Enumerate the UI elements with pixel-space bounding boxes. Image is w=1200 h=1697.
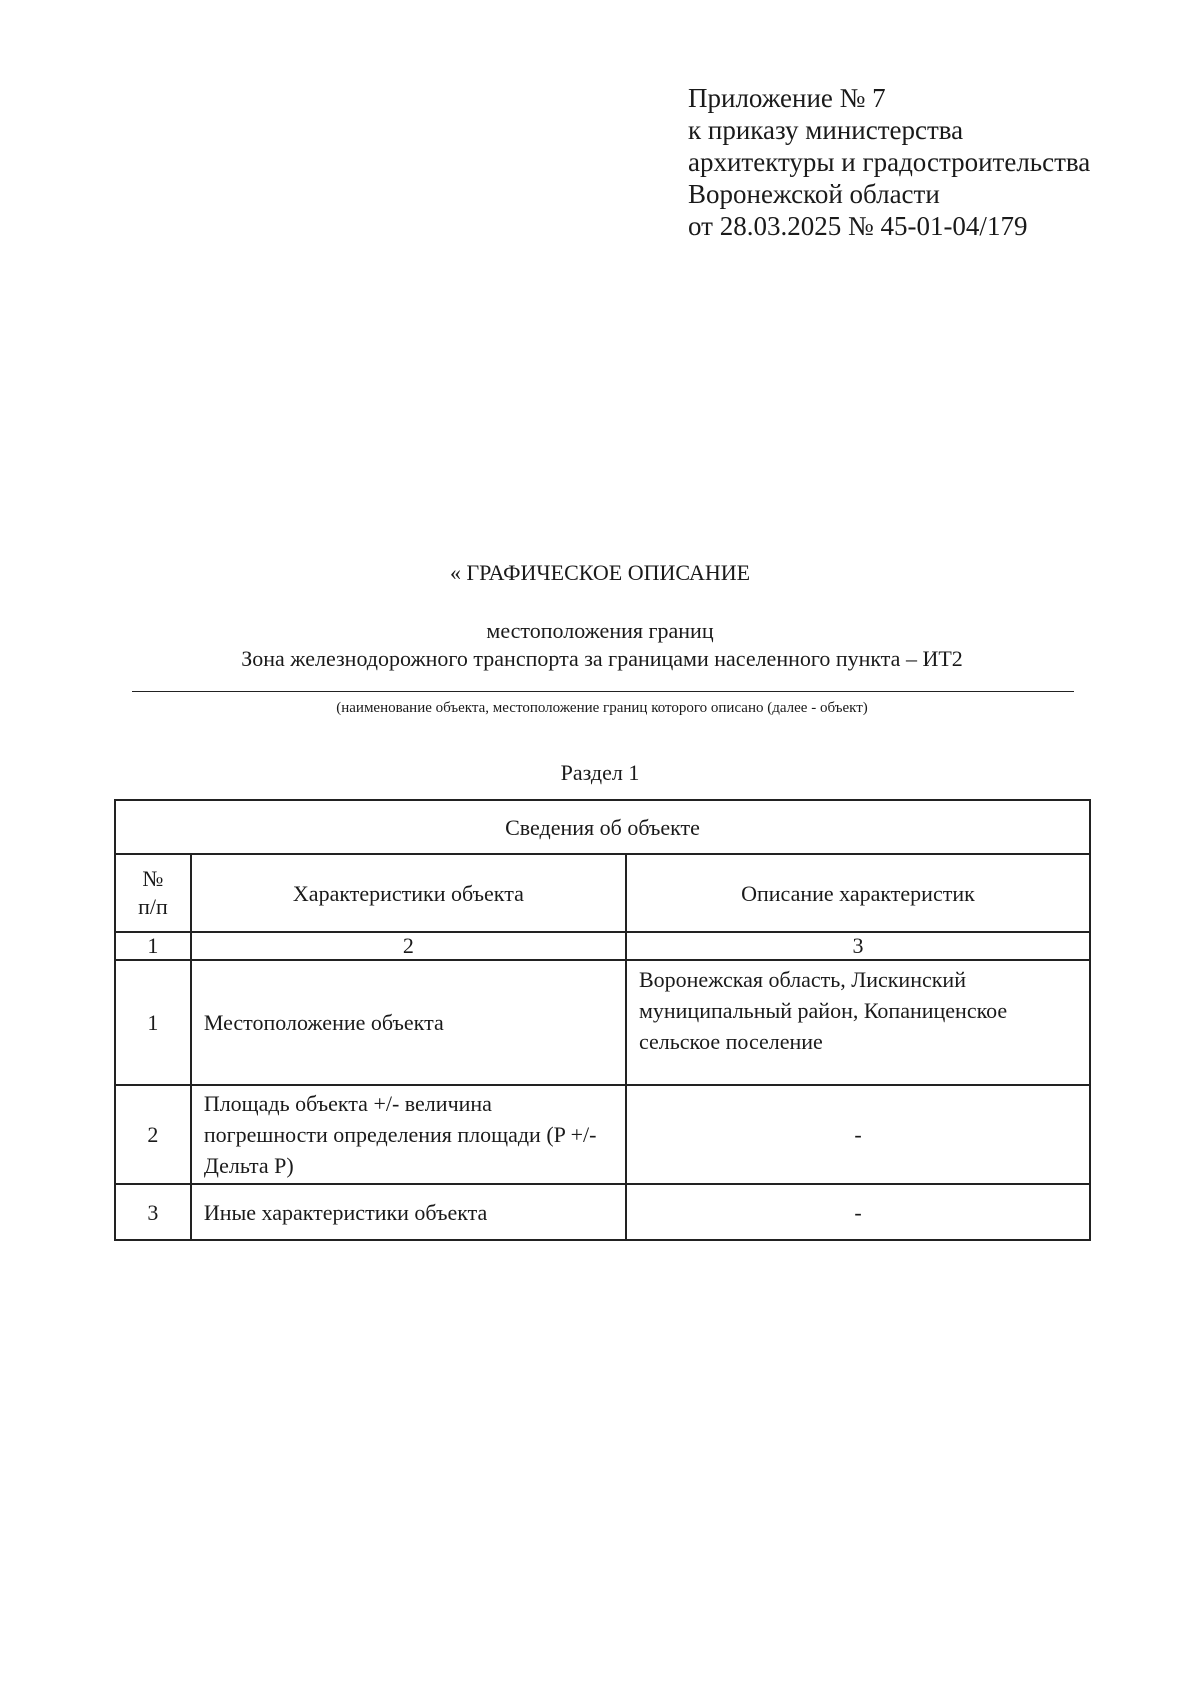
table-caption: Сведения об объекте: [115, 800, 1090, 854]
row-characteristic: Местоположение объекта: [191, 960, 626, 1085]
appendix-line: Воронежской области: [688, 179, 940, 209]
column-number: 1: [115, 932, 191, 960]
row-description: Воронежская область, Лискинский муниципальный район, Копаниценское сельское поселение: [626, 960, 1090, 1085]
row-characteristic: Иные характеристики объекта: [191, 1184, 626, 1240]
table-row: [115, 1085, 1090, 1184]
divider-line: [132, 691, 1074, 692]
appendix-line: архитектуры и градостроительства: [688, 147, 1091, 177]
header-number: [115, 854, 191, 932]
table-header-row: [115, 854, 1090, 932]
appendix-line: Приложение № 7: [688, 83, 886, 113]
appendix-line: к приказу министерства: [688, 115, 964, 145]
row-description: -: [626, 1184, 1090, 1240]
header-characteristics: Характеристики объекта: [191, 854, 626, 932]
row-number: 1: [115, 960, 191, 1085]
object-info-table: [114, 799, 1091, 1241]
row-number: 3: [115, 1184, 191, 1240]
header-description: Описание характеристик: [626, 854, 1090, 932]
document-subtitle: местоположения границ: [486, 618, 714, 643]
appendix-line: от 28.03.2025 № 45-01-04/179: [688, 211, 1028, 241]
section-title: Раздел 1: [560, 760, 640, 785]
document-title: « ГРАФИЧЕСКОЕ ОПИСАНИЕ: [449, 560, 751, 585]
column-number: 2: [191, 932, 626, 960]
row-description: -: [626, 1085, 1090, 1184]
header-number-label: № п/п: [138, 866, 168, 919]
row-number: 2: [115, 1085, 191, 1184]
appendix-block: [688, 82, 1090, 242]
column-number-row: [115, 932, 1090, 960]
row-characteristic: Площадь объекта +/- величина погрешности определения площади (P +/- Дельта P): [191, 1085, 626, 1184]
table-caption-row: [115, 800, 1090, 854]
table-row: [115, 960, 1090, 1085]
object-name: Зона железнодорожного транспорта за границами населенного пункта – ИТ2: [241, 646, 963, 671]
table-row: [115, 1184, 1090, 1240]
column-number: 3: [626, 932, 1090, 960]
object-name-caption: (наименование объекта, местоположение границ которого описано (далее - объект): [336, 700, 868, 716]
